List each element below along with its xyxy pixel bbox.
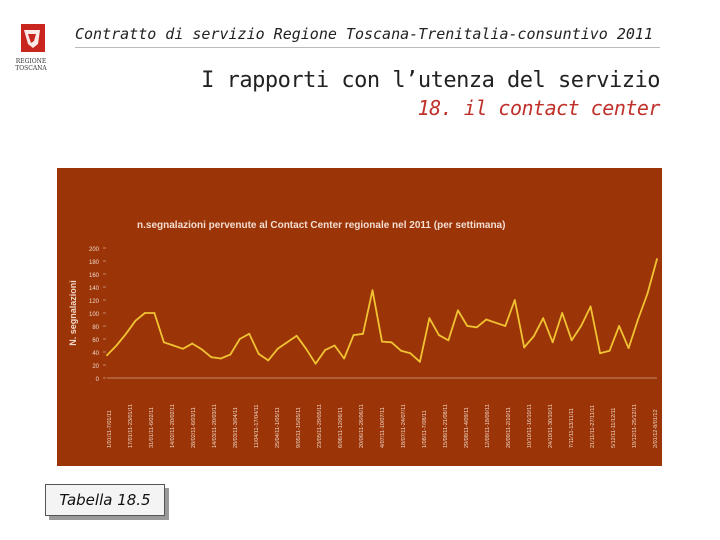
x-tick-label: 10/10/11-16/10/11 — [527, 404, 533, 448]
data-point — [447, 339, 449, 341]
data-point — [106, 354, 108, 356]
x-tick-label: 7/11/11-13/11/11 — [569, 408, 575, 448]
data-point — [504, 325, 506, 327]
data-point — [429, 317, 431, 319]
data-point — [135, 320, 137, 322]
x-tick-label: 9/05/11-15/05/11 — [296, 407, 302, 448]
data-point — [656, 258, 658, 260]
data-point — [362, 333, 364, 335]
x-tick-label: 28/02/11-6/03/11 — [191, 407, 197, 448]
data-point — [258, 353, 260, 355]
x-tick-label: 2/01/12-8/01/12 — [653, 409, 659, 448]
data-point — [590, 306, 592, 308]
data-point — [372, 289, 374, 291]
data-point — [561, 312, 563, 314]
y-tick-label: 80 — [92, 325, 99, 331]
y-tick-label: 40 — [92, 351, 99, 357]
data-point — [191, 343, 193, 345]
data-point — [210, 356, 212, 358]
y-tick-label: 20 — [92, 364, 99, 370]
data-point — [628, 347, 630, 349]
x-tick-label: 14/02/11-20/02/11 — [170, 404, 176, 448]
data-point — [343, 358, 345, 360]
page-title: I rapporti con l’utenza del servizio — [201, 68, 660, 93]
x-tick-label: 1/01/11-7/01/11 — [107, 410, 113, 448]
data-point — [495, 322, 497, 324]
data-point — [466, 325, 468, 327]
data-point — [229, 354, 231, 356]
x-tick-label: 31/01/11-6/02/11 — [149, 407, 155, 448]
data-point — [315, 363, 317, 365]
data-point — [552, 341, 554, 343]
line-chart — [57, 168, 662, 466]
x-tick-label: 11/04/11-17/04/11 — [254, 404, 260, 448]
data-point — [391, 341, 393, 343]
x-tick-label: 28/03/11-3/04/11 — [233, 407, 239, 448]
data-point — [277, 348, 279, 350]
data-point — [220, 358, 222, 360]
y-tick-label: 100 — [88, 312, 99, 318]
x-tick-label: 15/08/11-21/08/11 — [443, 404, 449, 448]
data-point — [609, 350, 611, 352]
data-point — [353, 334, 355, 336]
data-point — [457, 310, 459, 312]
data-point — [514, 299, 516, 301]
table-label: Tabella 18.5 — [45, 484, 165, 516]
data-point — [305, 348, 307, 350]
data-point — [144, 312, 146, 314]
data-point — [438, 334, 440, 336]
region-logo — [10, 10, 52, 72]
data-point — [647, 293, 649, 295]
coat-of-arms-icon — [10, 10, 52, 54]
y-tick-label: 160 — [88, 273, 99, 279]
data-point — [637, 319, 639, 321]
data-point — [533, 336, 535, 338]
x-tick-label: 18/07/11-24/07/11 — [401, 404, 407, 448]
x-tick-label: 12/09/11-18/09/11 — [485, 404, 491, 448]
data-point — [599, 352, 601, 354]
data-point — [476, 326, 478, 328]
logo-caption — [10, 58, 52, 72]
y-tick-label: 120 — [88, 299, 99, 305]
data-point — [296, 335, 298, 337]
x-tick-label: 5/12/11-11/12/11 — [611, 407, 617, 448]
x-tick-label: 19/12/11-25/12/11 — [632, 404, 638, 448]
x-tick-label: 20/06/11-26/06/11 — [359, 404, 365, 448]
y-tick-label: 0 — [95, 377, 99, 383]
data-point — [618, 325, 620, 327]
data-point — [201, 349, 203, 351]
data-point — [571, 339, 573, 341]
data-point — [410, 352, 412, 354]
logo-line2: TOSCANA — [15, 65, 47, 72]
data-point — [419, 361, 421, 363]
data-point — [125, 333, 127, 335]
data-point — [182, 348, 184, 350]
data-point — [580, 325, 582, 327]
data-point — [267, 360, 269, 362]
data-point — [334, 345, 336, 347]
data-point — [485, 319, 487, 321]
data-point — [400, 350, 402, 352]
x-tick-label: 25/04/11-1/05/11 — [275, 407, 281, 448]
y-axis-label: N. segnalazioni — [68, 280, 78, 346]
x-tick-label: 14/03/11-20/03/11 — [212, 404, 218, 448]
document-header: Contratto di servizio Regione Toscana-Trenitalia-consuntivo 2011 — [75, 25, 653, 43]
x-tick-label: 26/09/11-2/10/11 — [506, 407, 512, 448]
x-tick-label: 4/07/11-10/07/11 — [380, 407, 386, 448]
data-point — [542, 317, 544, 319]
x-tick-label: 21/11/11-27/11/11 — [590, 404, 596, 448]
data-point — [381, 341, 383, 343]
data-point — [523, 347, 525, 349]
x-tick-label: 23/05/11-29/05/11 — [317, 404, 323, 448]
data-point — [239, 338, 241, 340]
y-tick-label: 180 — [88, 260, 99, 266]
header-divider — [75, 47, 660, 48]
x-tick-label: 17/01/11-23/01/11 — [128, 404, 134, 448]
x-tick-label: 6/06/11-12/06/11 — [338, 407, 344, 448]
y-tick-label: 200 — [88, 247, 99, 253]
data-point — [163, 341, 165, 343]
chart-title: n.segnalazioni pervenute al Contact Center regionale nel 2011 (per settimana) — [137, 220, 506, 231]
series-line — [107, 259, 657, 364]
data-point — [116, 345, 118, 347]
x-tick-label: 1/08/11-7/08/11 — [422, 410, 428, 448]
page-subtitle: 18. il contact center — [417, 96, 660, 120]
x-tick-label: 24/10/11-30/10/11 — [548, 404, 554, 448]
y-tick-label: 60 — [92, 338, 99, 344]
data-point — [154, 312, 156, 314]
data-point — [286, 341, 288, 343]
chart-panel — [57, 168, 662, 466]
x-tick-label: 29/08/11-4/09/11 — [464, 407, 470, 448]
data-point — [248, 333, 250, 335]
y-tick-label: 140 — [88, 286, 99, 292]
data-point — [172, 345, 174, 347]
logo-line1: REGIONE — [15, 58, 47, 65]
data-point — [324, 349, 326, 351]
